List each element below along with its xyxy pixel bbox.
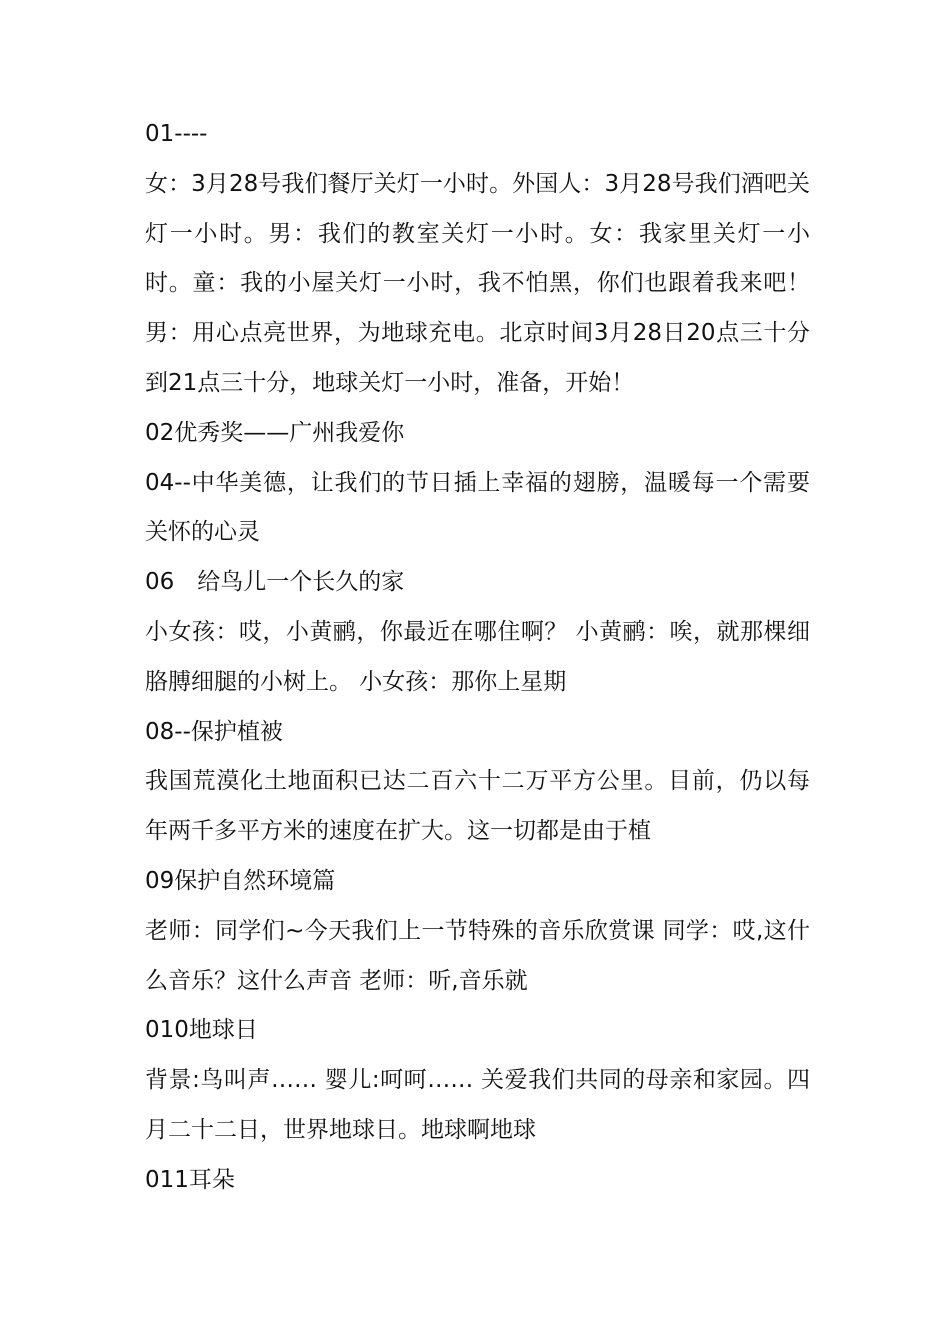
paragraph-01-heading: 01---- xyxy=(145,121,208,147)
paragraph-desertification: 我国荒漠化土地面积已达二百六十二万平方公里。目前，仍以每年两千多平方米的速度在扩大。这一切都是由于植 xyxy=(145,768,810,845)
paragraph-010-heading: 010地球日 xyxy=(145,1017,258,1044)
paragraph-04-heading: 04--中华美德，让我们的节日插上幸福的翅膀，温暖每一个需要关怀的心灵 xyxy=(145,469,810,546)
paragraph-earth-hour-script: 女：3月28号我们餐厅关灯一小时。外国人：3月28号我们酒吧关灯一小时。男：我们的教室关灯一小时。女：我家里关灯一小时。童：我的小屋关灯一小时，我不怕黑，你们也跟着我来吧！男：用心点亮世界，为地球充电。北京时间3月28日20点三十分到21点三十分，地球关灯一小时，准备，开始！ xyxy=(145,170,810,396)
document-body xyxy=(145,110,810,1206)
paragraph-06-heading: 06 给鸟儿一个长久的家 xyxy=(145,569,405,596)
paragraph-bird-dialogue: 小女孩：哎，小黄鹂，你最近在哪住啊？ 小黄鹂：唉，就那棵细胳膊细腿的小树上。 小女孩：那你上星期 xyxy=(145,618,810,695)
paragraph-08-heading: 08--保护植被 xyxy=(145,718,283,745)
paragraph-earth-day: 背景:鸟叫声…… 婴儿:呵呵…… 关爱我们共同的母亲和家园。四月二十二日，世界地球日。地球啊地球 xyxy=(145,1067,810,1143)
paragraph-011-heading: 011耳朵 xyxy=(145,1166,235,1193)
paragraph-02-heading: 02优秀奖——广州我爱你 xyxy=(145,419,405,446)
paragraph-09-heading: 09保护自然环境篇 xyxy=(145,867,336,894)
paragraph-music-class-dialogue: 老师：同学们~今天我们上一节特殊的音乐欣赏课 同学：哎,这什么音乐？这什么声音 老师：听,音乐就 xyxy=(145,917,810,994)
